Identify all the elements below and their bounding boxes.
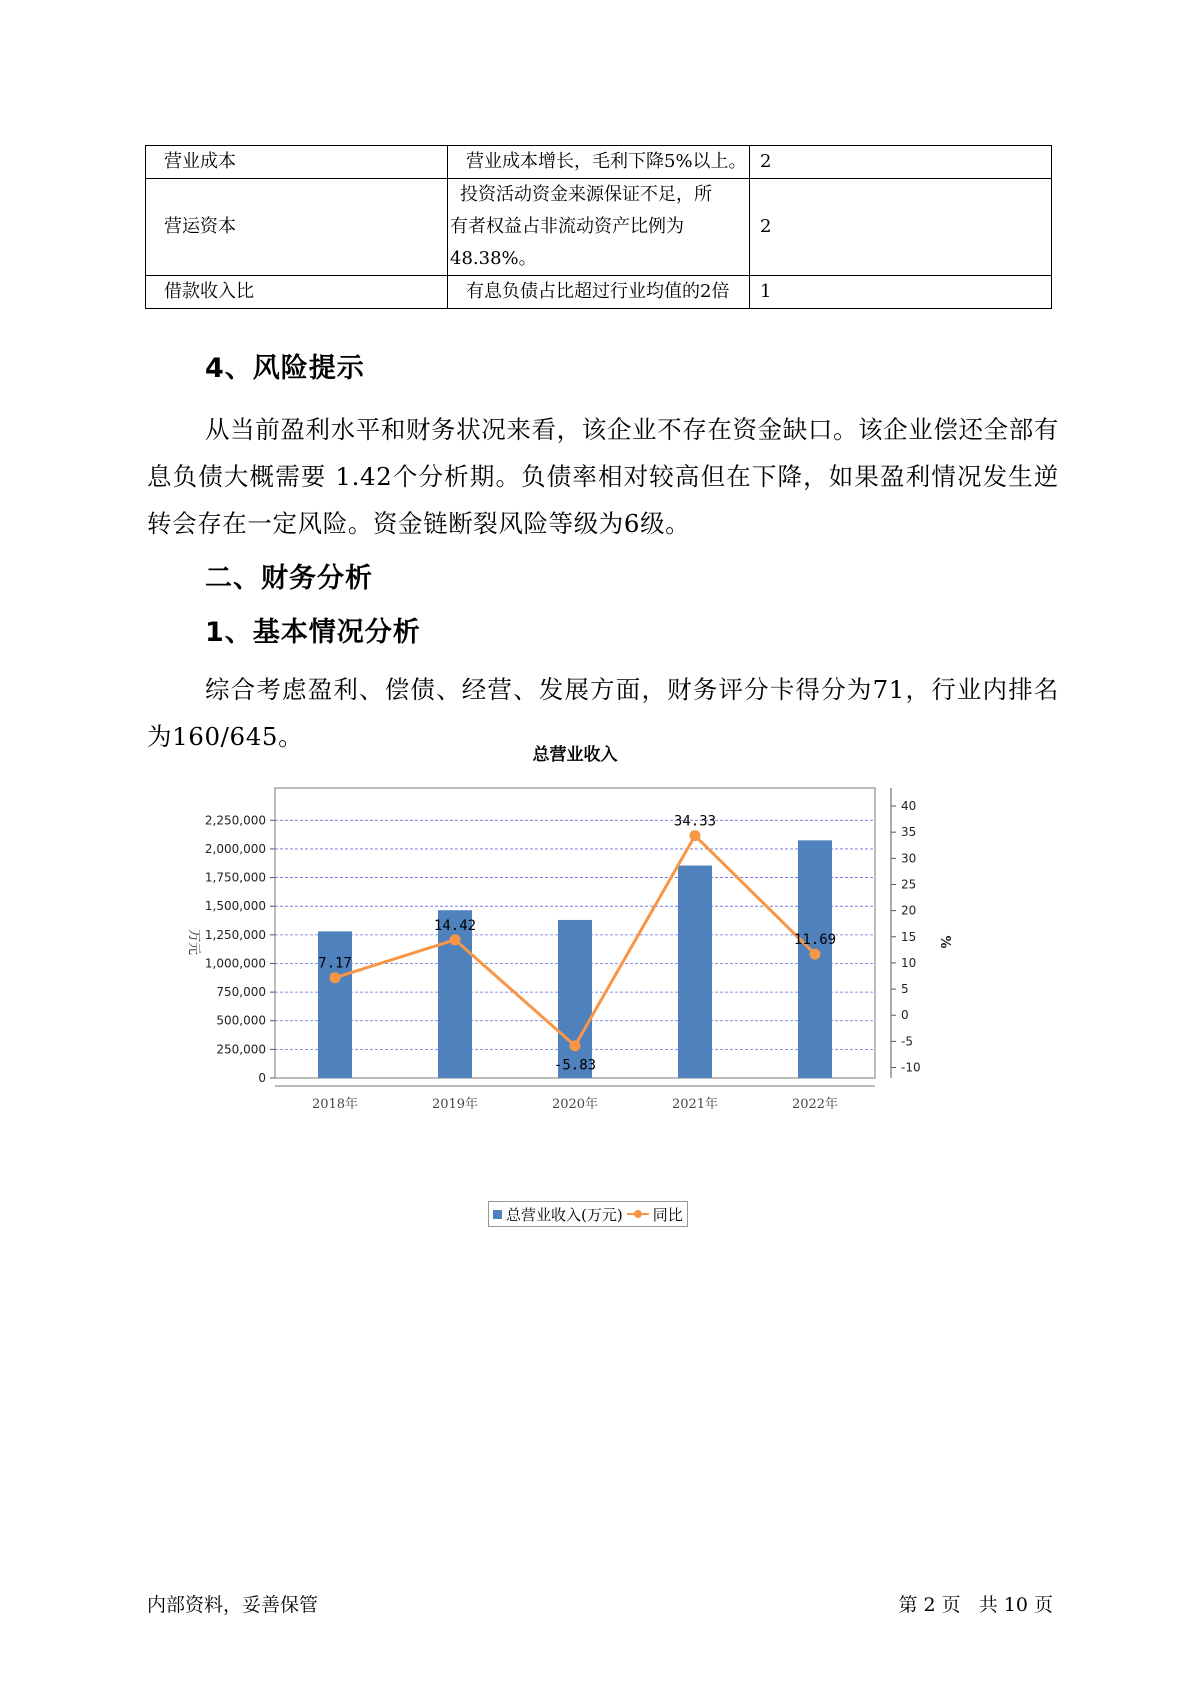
y2-tick-label: 15 bbox=[901, 929, 917, 944]
risk-item bbox=[146, 179, 448, 276]
table-row bbox=[146, 146, 1052, 179]
table-row bbox=[146, 276, 1052, 309]
y-tick-label: 1,000,000 bbox=[204, 956, 266, 971]
bar bbox=[318, 931, 352, 1078]
yoy-point bbox=[810, 949, 821, 960]
y-tick-label: 2,250,000 bbox=[204, 813, 266, 828]
yoy-point bbox=[570, 1040, 581, 1051]
y2-tick-label: 5 bbox=[901, 982, 909, 997]
x-tick-label: 2022年 bbox=[791, 1097, 839, 1112]
x-tick-label: 2020年 bbox=[551, 1097, 599, 1112]
risk-item-label: 营运资本 bbox=[164, 216, 236, 237]
data-label: -5.83 bbox=[553, 1057, 597, 1074]
x-tick-label: 2018年 bbox=[311, 1097, 359, 1112]
data-label: 7.17 bbox=[318, 955, 352, 972]
footer-page-number: 第 2 页 共 10 页 bbox=[898, 1594, 1053, 1616]
y2-tick-label: 20 bbox=[901, 903, 917, 918]
basic-paragraph: 综合考虑盈利、偿债、经营、发展方面，财务评分卡得分为71，行业内排名为160/645。 bbox=[147, 675, 1059, 751]
legend-item-yoy bbox=[627, 1204, 683, 1225]
y-tick-label: 1,250,000 bbox=[204, 927, 266, 942]
y2-tick-label: -5 bbox=[901, 1034, 913, 1049]
legend-item-revenue bbox=[493, 1204, 623, 1225]
yoy-point bbox=[330, 972, 341, 983]
bar bbox=[678, 866, 712, 1078]
risk-table bbox=[145, 145, 1052, 309]
legend-swatch-line bbox=[627, 1213, 649, 1215]
y2-tick-label: 0 bbox=[901, 1008, 909, 1023]
risk-paragraph: 从当前盈利水平和财务状况来看，该企业不存在资金缺口。该企业偿还全部有息负债大概需要 1.42个分析期。负债率相对较高但在下降，如果盈利情况发生逆转会存在一定风险。资金链断裂风险等级为6级。 bbox=[147, 415, 1059, 538]
risk-score: 2 bbox=[750, 179, 1052, 276]
legend-label: 总营业收入(万元) bbox=[506, 1205, 623, 1224]
risk-desc bbox=[448, 179, 750, 276]
y2-tick-label: 10 bbox=[901, 955, 917, 970]
chart-legend bbox=[488, 1201, 688, 1227]
risk-item-label: 营业成本 bbox=[164, 151, 236, 172]
y-tick-label: 1,500,000 bbox=[204, 899, 266, 914]
y-tick-label: 0 bbox=[258, 1071, 266, 1085]
y2-tick-label: 35 bbox=[901, 825, 917, 840]
y2-tick-label: 30 bbox=[901, 851, 917, 866]
risk-desc bbox=[448, 146, 750, 179]
risk-item-label: 借款收入比 bbox=[164, 281, 254, 302]
risk-desc bbox=[448, 276, 750, 309]
y2-tick-label: 25 bbox=[901, 877, 917, 892]
risk-desc-line: 有息负债占比超过行业均值的2倍 bbox=[466, 281, 730, 302]
y2-tick-label: 40 bbox=[901, 799, 917, 813]
risk-score: 1 bbox=[750, 276, 1052, 309]
risk-desc-line: 投资活动资金来源保证不足，所 bbox=[460, 184, 712, 205]
risk-desc-line: 营业成本增长，毛利下降5%以上。 bbox=[466, 151, 747, 172]
section-heading-finance: 二、财务分析 bbox=[205, 563, 373, 594]
y-tick-label: 2,000,000 bbox=[204, 841, 266, 856]
yoy-point bbox=[450, 934, 461, 945]
data-label: 14.42 bbox=[433, 917, 477, 934]
legend-swatch-bar bbox=[493, 1210, 502, 1219]
y-tick-label: 750,000 bbox=[216, 985, 266, 1000]
revenue-chart bbox=[180, 745, 1040, 1200]
data-label: 11.69 bbox=[793, 932, 837, 949]
yoy-point bbox=[690, 830, 701, 841]
risk-item bbox=[146, 146, 448, 179]
x-tick-label: 2021年 bbox=[671, 1097, 719, 1112]
bar bbox=[558, 920, 592, 1078]
data-label: 34.33 bbox=[673, 813, 717, 830]
y2-tick-label: -10 bbox=[901, 1060, 921, 1075]
risk-score: 2 bbox=[750, 146, 1052, 179]
footer-confidential: 内部资料，妥善保管 bbox=[147, 1594, 319, 1616]
y-tick-label: 500,000 bbox=[216, 1013, 266, 1028]
y-tick-label: 250,000 bbox=[216, 1042, 266, 1057]
risk-desc-line: 48.38%。 bbox=[450, 248, 537, 269]
y2-axis-label: % bbox=[937, 935, 952, 949]
risk-item bbox=[146, 276, 448, 309]
y-tick-label: 1,750,000 bbox=[204, 870, 266, 885]
x-tick-label: 2019年 bbox=[431, 1097, 479, 1112]
chart-title: 总营业收入 bbox=[532, 745, 618, 765]
legend-label: 同比 bbox=[652, 1205, 683, 1224]
section-heading-basic: 1、基本情况分析 bbox=[205, 617, 421, 648]
y-axis-label: 万元 bbox=[186, 928, 201, 956]
table-row bbox=[146, 179, 1052, 276]
section-heading-risk: 4、风险提示 bbox=[205, 353, 365, 384]
risk-desc-line: 有者权益占非流动资产比例为 bbox=[450, 216, 684, 237]
